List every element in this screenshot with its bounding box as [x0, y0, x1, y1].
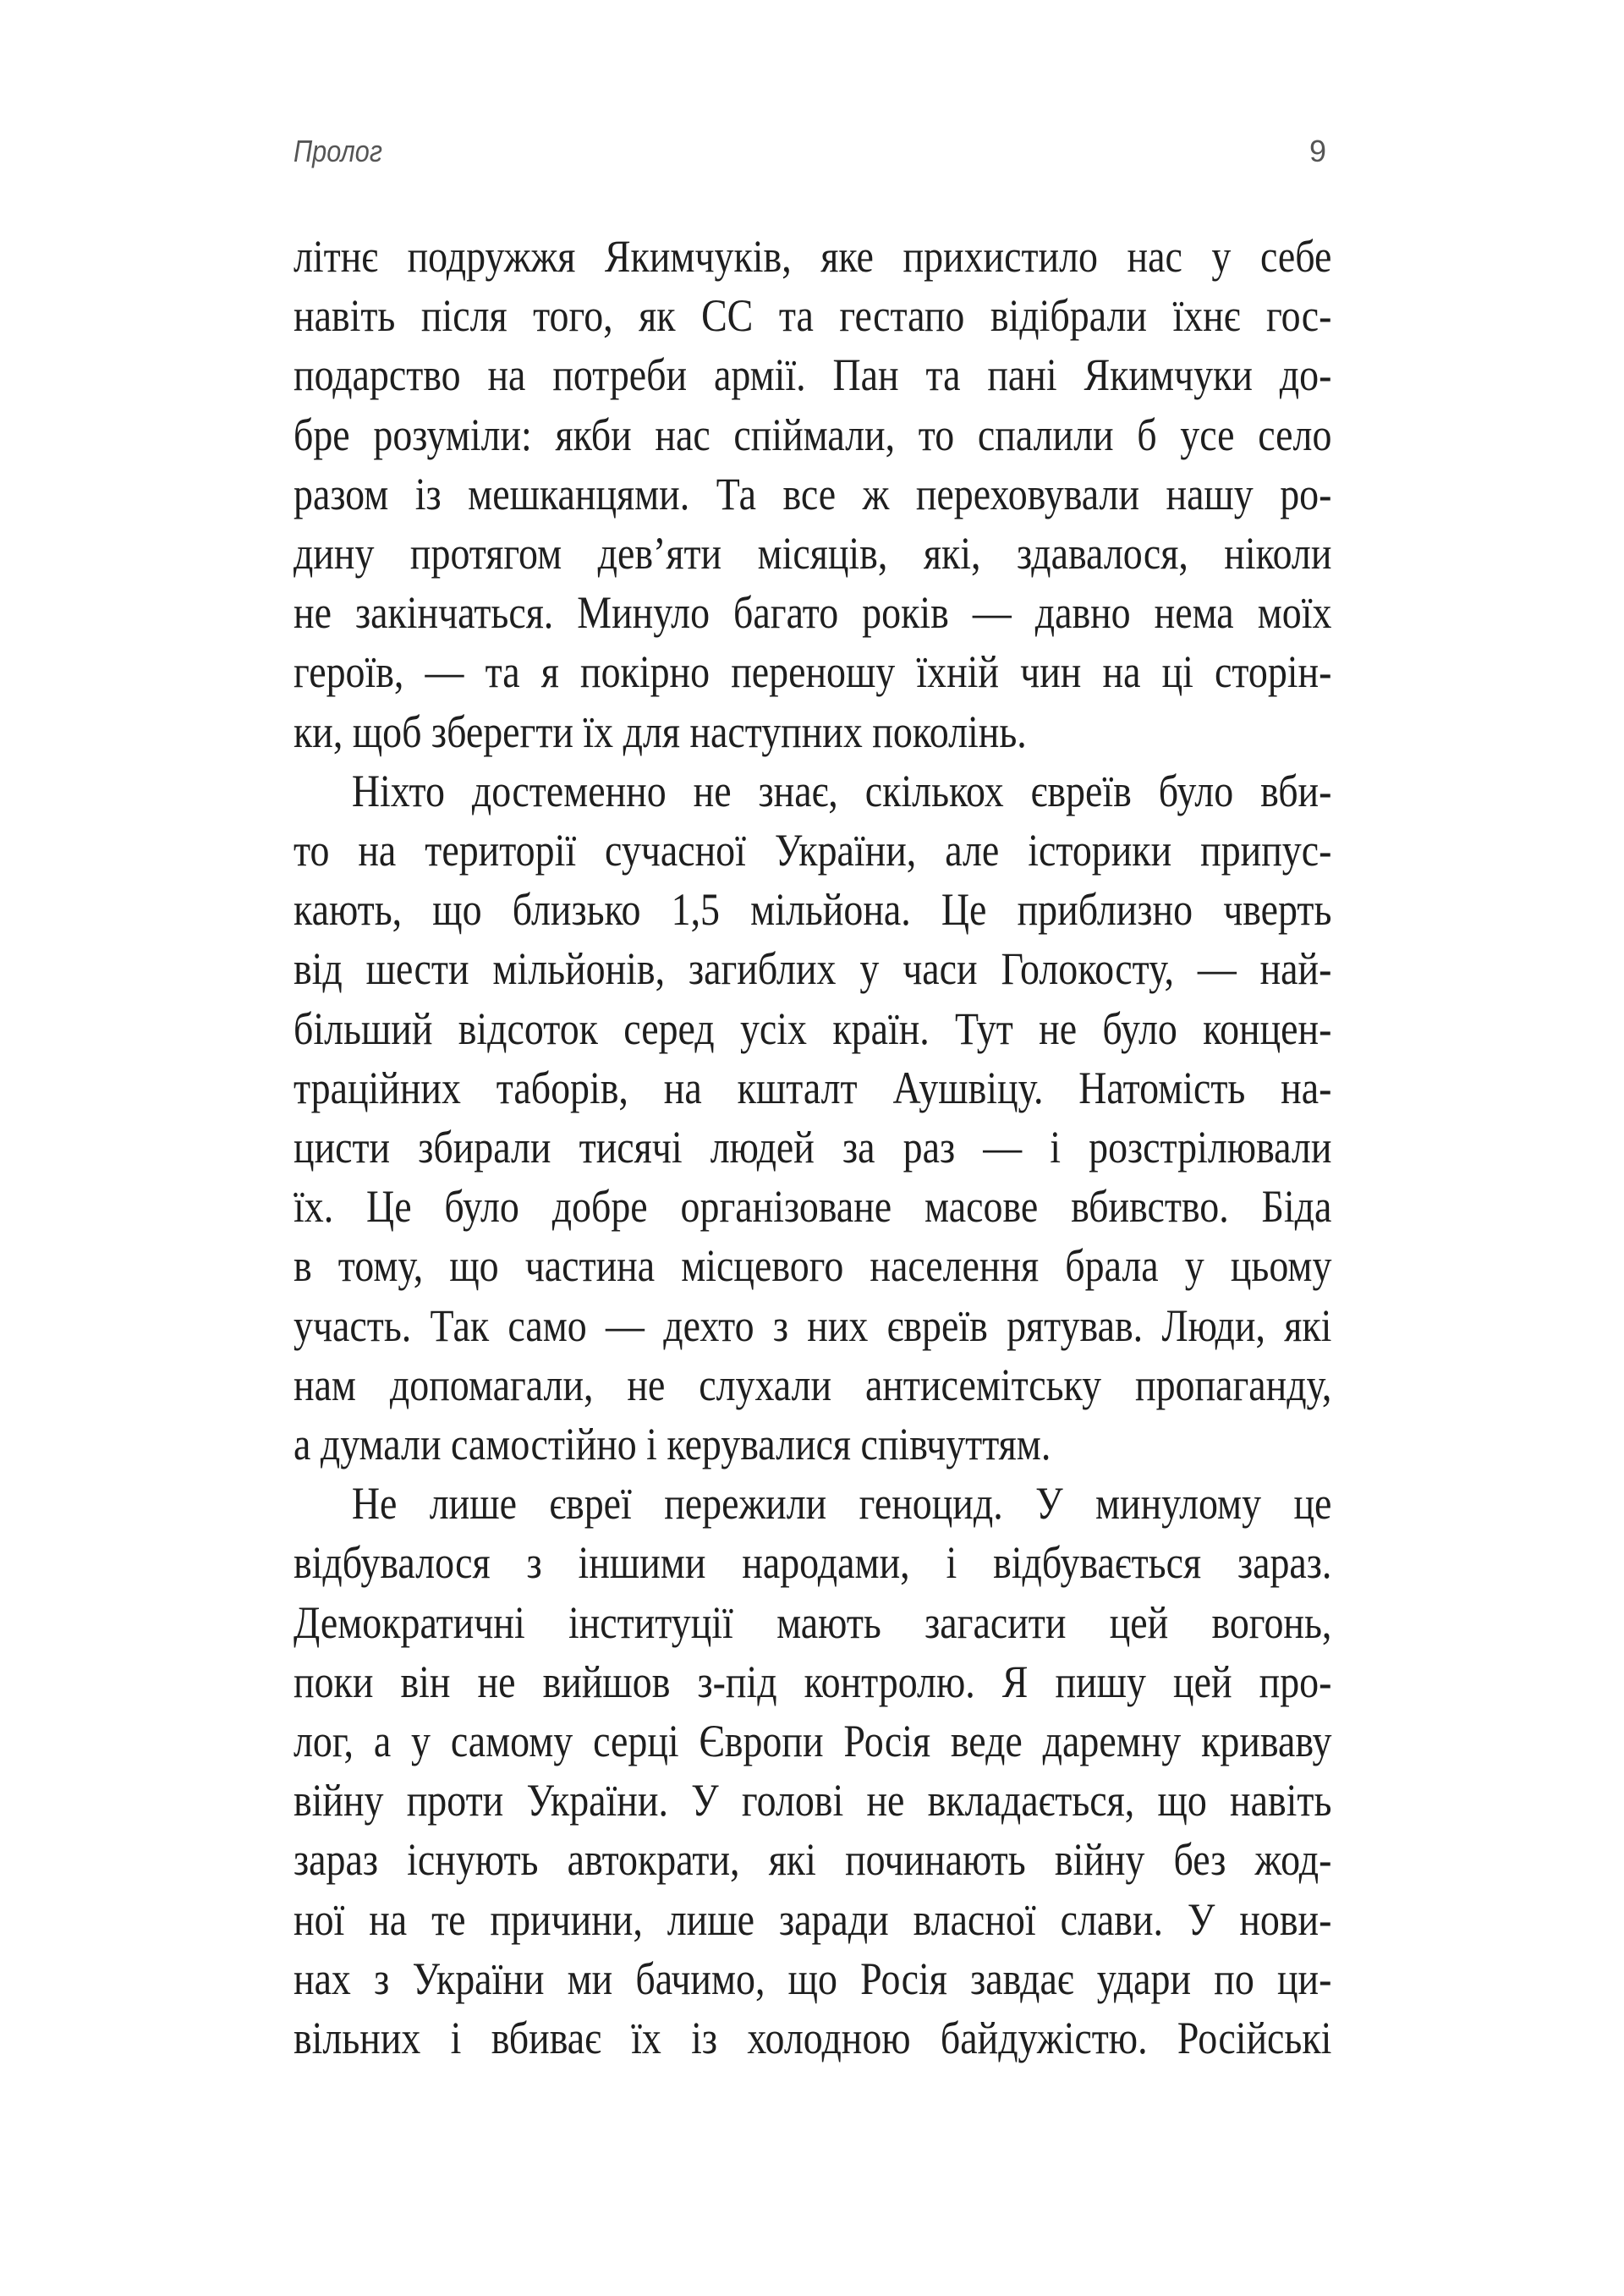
body-text	[294, 227, 1331, 2068]
text-line: навіть після того, як СС та гестапо відібрали їхнє гос-	[294, 290, 1332, 342]
text-line: кають, що близько 1,5 мільйона. Це приблизно чверть	[294, 884, 1332, 936]
text-line: ної на те причини, лише заради власної слави. У нови-	[294, 1893, 1332, 1945]
text-line: дину протягом дев’яти місяців, які, здавалося, ніколи	[294, 528, 1332, 579]
text-line: траційних таборів, на кшталт Аушвіцу. Натомість на-	[294, 1062, 1332, 1113]
paragraph	[294, 227, 1331, 761]
text-line: Не лише євреї пережили геноцид. У минулому це	[351, 1478, 1332, 1530]
text-line: а думали самостійно і керувалися співчуттям.	[294, 1419, 1051, 1470]
text-line: то на території сучасної України, але історики припус-	[294, 825, 1332, 876]
text-line: не закінчаться. Минуло багато років — давно нема моїх	[294, 587, 1332, 639]
text-line: від шести мільйонів, загиблих у часи Голокосту, — най-	[294, 943, 1332, 995]
text-line: бре розуміли: якби нас спіймали, то спалили б усе село	[294, 409, 1332, 460]
text-line: поки він не вийшов з-під контролю. Я пишу цей про-	[294, 1656, 1332, 1707]
text-line: разом із мешканцями. Та все ж переховували нашу ро-	[294, 468, 1332, 519]
paragraph	[294, 761, 1331, 1474]
text-line: відбувалося з іншими народами, і відбувається зараз.	[294, 1537, 1332, 1589]
text-line: лог, а у самому серці Європи Росія веде даремну криваву	[294, 1716, 1332, 1767]
text-line: літнє подружжя Якимчуків, яке прихистило нас у себе	[294, 231, 1332, 282]
text-line: більший відсоток серед усіх країн. Тут не було концен-	[294, 1002, 1332, 1054]
text-line: нам допомагали, не слухали антисемітську пропаганду,	[294, 1359, 1332, 1410]
text-line: їх. Це було добре організоване масове вбивство. Біда	[294, 1181, 1332, 1233]
text-line: цисти збирали тисячі людей за раз — і розстрілювали	[294, 1122, 1332, 1173]
text-line: ки, щоб зберегти їх для наступних поколінь.	[294, 706, 1027, 757]
text-line: Демократичні інституції мають загасити цей вогонь,	[294, 1596, 1332, 1648]
page-number: 9	[1309, 134, 1327, 168]
running-title: Пролог	[294, 134, 382, 168]
text-line: участь. Так само — дехто з них євреїв рятував. Люди, які	[294, 1299, 1332, 1351]
text-line: вільних і вбиває їх із холодною байдужістю. Російські	[294, 2013, 1332, 2064]
text-line: війну проти України. У голові не вкладається, що навіть	[294, 1775, 1332, 1826]
text-line: зараз існують автократи, які починають війну без жод-	[294, 1834, 1332, 1886]
text-line: подарство на потреби армії. Пан та пані Якимчуки до-	[294, 349, 1332, 401]
text-line: в тому, що частина місцевого населення брала у цьому	[294, 1240, 1332, 1292]
text-line: героїв, — та я покірно переношу їхній чин на ці сторін-	[294, 646, 1332, 698]
text-line: Ніхто достеменно не знає, скількох євреїв було вби-	[351, 765, 1332, 816]
paragraph	[294, 1474, 1331, 2068]
text-line: нах з України ми бачимо, що Росія завдає удари по ци-	[294, 1953, 1332, 2004]
